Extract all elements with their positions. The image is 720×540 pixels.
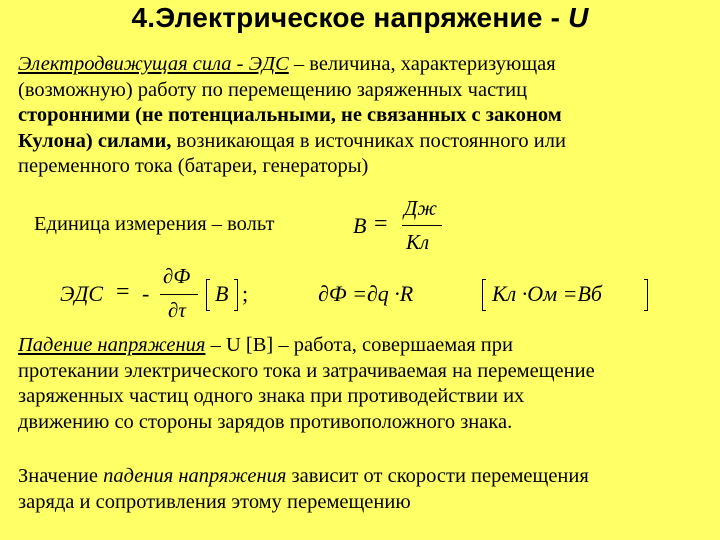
emf-line-5: переменного тока (батареи, генераторы)	[18, 155, 369, 177]
emf-definition	[18, 52, 708, 180]
title-text: 4.Электрическое напряжение -	[131, 2, 569, 33]
emf-line-4-bold: Кулона) силами,	[18, 129, 172, 152]
slide-title	[0, 2, 720, 34]
drop-line-4: движению со стороны зарядов противоположного знака.	[18, 410, 513, 433]
emf-line-1: – величина, характеризующая	[288, 53, 556, 75]
note-prefix: Значение	[18, 465, 104, 487]
emf-formula-numerator: ∂Ф	[163, 264, 191, 288]
voltage-drop-term: Падение напряжения	[18, 334, 206, 356]
emf-line-3: сторонними (не потенциальными, не связанных с законом	[18, 104, 562, 126]
drop-line-2: протекании электрического тока и затрачиваемая на перемещение	[18, 359, 595, 382]
emf-unit-bracket-right	[234, 279, 238, 311]
emf-line-2: (возможную) работу по перемещению заряженных частиц	[18, 78, 528, 101]
emf-line-4: возникающая в источниках постоянного или	[171, 129, 566, 152]
weber-bracket-left	[482, 279, 486, 311]
title-symbol: U	[568, 2, 589, 33]
weber-bracket-right	[644, 279, 648, 311]
emf-formula-lhs: ЭДС	[60, 281, 104, 306]
unit-lhs: В	[353, 213, 367, 238]
emf-unit-bracket-left	[206, 279, 210, 311]
voltage-drop-note	[18, 464, 708, 515]
note-term: падения напряжения	[103, 465, 287, 487]
flux-formula: ∂Ф =∂q ·R	[318, 281, 414, 306]
weber-formula-text: Кл ·Ом =Вб	[492, 281, 602, 306]
note-line-1: зависит от скорости перемещения	[286, 465, 589, 487]
drop-line-3: заряженных частиц одного знака при противодействии их	[18, 385, 525, 407]
unit-denominator: Кл	[406, 230, 430, 254]
voltage-drop-definition	[18, 333, 708, 435]
unit-fraction-bar	[402, 225, 442, 226]
unit-label: Единица измерения – вольт	[34, 213, 275, 235]
emf-formula-separator: ;	[242, 281, 249, 306]
unit-numerator: Дж	[404, 196, 437, 220]
emf-formula-unit: В	[215, 281, 229, 306]
emf-term: Электродвижущая сила - ЭДС	[18, 53, 289, 75]
emf-formula-denominator: ∂τ	[168, 298, 186, 322]
drop-line-1: – U [В] – работа, совершаемая при	[205, 334, 513, 356]
note-line-2: заряда и сопротивления этому перемещению	[18, 490, 411, 513]
unit-eq: =	[374, 211, 388, 237]
emf-formula-fraction-bar	[160, 294, 198, 295]
emf-formula-minus: -	[142, 281, 150, 306]
emf-formula-eq: =	[116, 279, 130, 305]
